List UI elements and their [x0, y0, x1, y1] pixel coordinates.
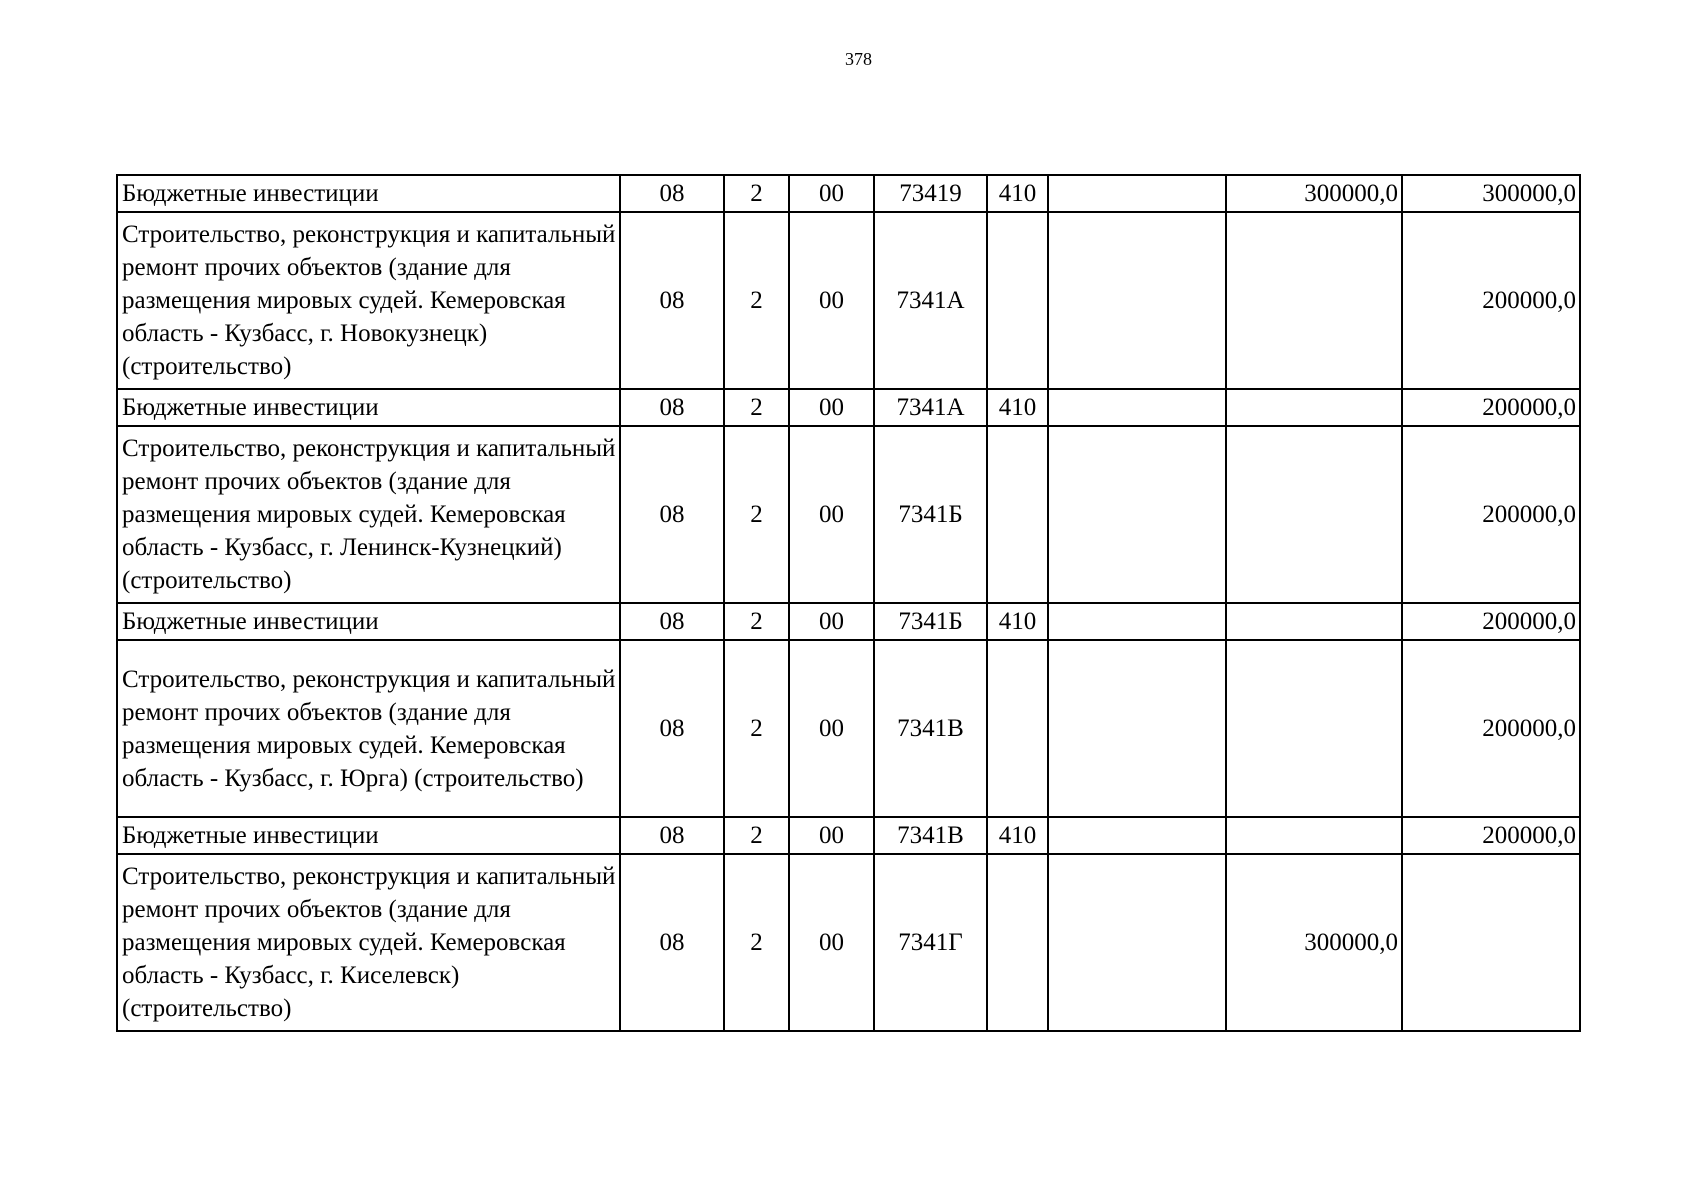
table-row: [117, 212, 1580, 389]
section-code: 08: [620, 854, 724, 1031]
budget-table: [116, 174, 1581, 1032]
row-name: Бюджетные инвестиции: [117, 175, 620, 212]
group-code: 00: [789, 426, 874, 603]
table-row: [117, 389, 1580, 426]
expense-type-code: 410: [987, 603, 1048, 640]
amount-col-2: 300000,0: [1226, 175, 1402, 212]
amount-col-1: [1048, 603, 1226, 640]
amount-col-2: [1226, 817, 1402, 854]
expense-type-code: [987, 212, 1048, 389]
amount-col-3: 200000,0: [1402, 817, 1580, 854]
group-code: 00: [789, 175, 874, 212]
expense-type-code: 410: [987, 817, 1048, 854]
row-name: Строительство, реконструкция и капитальный ремонт прочих объектов (здание для размещения мировых судей. Кемеровская область - Кузбасс, г. Новокузнецк) (строительство): [117, 212, 620, 389]
amount-col-3: 200000,0: [1402, 389, 1580, 426]
subprogram-code: 2: [724, 212, 789, 389]
subprogram-code: 2: [724, 854, 789, 1031]
row-name: Бюджетные инвестиции: [117, 603, 620, 640]
table-row: [117, 426, 1580, 603]
table-row: [117, 640, 1580, 817]
amount-col-3: 200000,0: [1402, 640, 1580, 817]
group-code: 00: [789, 640, 874, 817]
section-code: 08: [620, 389, 724, 426]
amount-col-3: 200000,0: [1402, 212, 1580, 389]
amount-col-1: [1048, 389, 1226, 426]
amount-col-1: [1048, 854, 1226, 1031]
amount-col-1: [1048, 212, 1226, 389]
subprogram-code: 2: [724, 603, 789, 640]
section-code: 08: [620, 817, 724, 854]
amount-col-2: [1226, 603, 1402, 640]
expense-type-code: 410: [987, 389, 1048, 426]
group-code: 00: [789, 817, 874, 854]
subprogram-code: 2: [724, 175, 789, 212]
table-row: [117, 603, 1580, 640]
table-row: [117, 175, 1580, 212]
expense-type-code: [987, 640, 1048, 817]
amount-col-3: [1402, 854, 1580, 1031]
target-code: 73419: [874, 175, 987, 212]
amount-col-3: 300000,0: [1402, 175, 1580, 212]
amount-col-1: [1048, 175, 1226, 212]
expense-type-code: [987, 426, 1048, 603]
group-code: 00: [789, 389, 874, 426]
row-name: Строительство, реконструкция и капитальный ремонт прочих объектов (здание для размещения мировых судей. Кемеровская область - Кузбасс, г. Ленинск-Кузнецкий) (строительство): [117, 426, 620, 603]
section-code: 08: [620, 603, 724, 640]
section-code: 08: [620, 175, 724, 212]
target-code: 7341Б: [874, 603, 987, 640]
row-name: Строительство, реконструкция и капитальный ремонт прочих объектов (здание для размещения мировых судей. Кемеровская область - Кузбасс, г. Киселевск) (строительство): [117, 854, 620, 1031]
group-code: 00: [789, 854, 874, 1031]
target-code: 7341В: [874, 640, 987, 817]
amount-col-2: [1226, 389, 1402, 426]
target-code: 7341Б: [874, 426, 987, 603]
section-code: 08: [620, 212, 724, 389]
row-name: Бюджетные инвестиции: [117, 389, 620, 426]
expense-type-code: [987, 854, 1048, 1031]
amount-col-1: [1048, 426, 1226, 603]
target-code: 7341В: [874, 817, 987, 854]
amount-col-1: [1048, 640, 1226, 817]
amount-col-2: 300000,0: [1226, 854, 1402, 1031]
amount-col-2: [1226, 212, 1402, 389]
amount-col-3: 200000,0: [1402, 426, 1580, 603]
row-name: Строительство, реконструкция и капитальный ремонт прочих объектов (здание для размещения мировых судей. Кемеровская область - Кузбасс, г. Юрга) (строительство): [117, 640, 620, 817]
section-code: 08: [620, 426, 724, 603]
target-code: 7341Г: [874, 854, 987, 1031]
subprogram-code: 2: [724, 426, 789, 603]
target-code: 7341А: [874, 389, 987, 426]
target-code: 7341А: [874, 212, 987, 389]
section-code: 08: [620, 640, 724, 817]
amount-col-1: [1048, 817, 1226, 854]
subprogram-code: 2: [724, 389, 789, 426]
amount-col-2: [1226, 640, 1402, 817]
group-code: 00: [789, 212, 874, 389]
table-row: [117, 854, 1580, 1031]
subprogram-code: 2: [724, 817, 789, 854]
expense-type-code: 410: [987, 175, 1048, 212]
page-number: 378: [845, 49, 872, 69]
group-code: 00: [789, 603, 874, 640]
amount-col-2: [1226, 426, 1402, 603]
table-row: [117, 817, 1580, 854]
amount-col-3: 200000,0: [1402, 603, 1580, 640]
row-name: Бюджетные инвестиции: [117, 817, 620, 854]
subprogram-code: 2: [724, 640, 789, 817]
